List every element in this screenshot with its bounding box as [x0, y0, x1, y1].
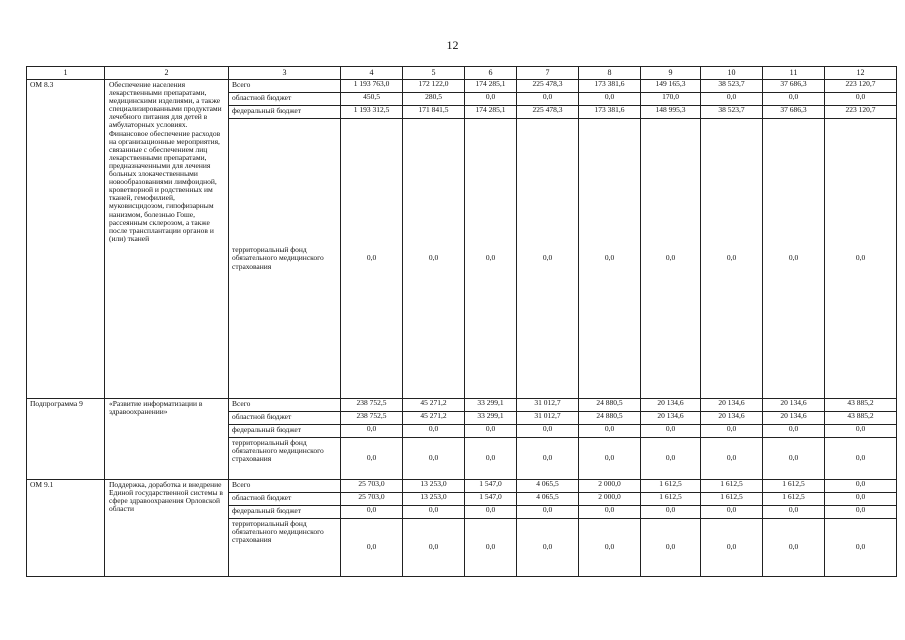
- value-cell: 0,0: [465, 119, 517, 399]
- value-cell: 173 381,6: [579, 106, 641, 119]
- header-cell: 10: [701, 67, 763, 80]
- value-cell: 148 995,3: [641, 106, 701, 119]
- value-cell: 0,0: [701, 119, 763, 399]
- value-cell: 1 612,5: [763, 493, 825, 506]
- value-cell: 225 478,3: [517, 80, 579, 93]
- value-cell: 0,0: [579, 438, 641, 480]
- program-description: Поддержка, доработка и внедрение Единой государственной системы в сфере здравоохранения Орловской области: [105, 480, 229, 577]
- funding-source: Всего: [229, 480, 341, 493]
- value-cell: 173 381,6: [579, 80, 641, 93]
- value-cell: 1 193 312,5: [341, 106, 403, 119]
- value-cell: 0,0: [465, 93, 517, 106]
- value-cell: 170,0: [641, 93, 701, 106]
- value-cell: 0,0: [517, 519, 579, 577]
- value-cell: 1 612,5: [701, 493, 763, 506]
- program-description: «Развитие информатизации в здравоохранении»: [105, 399, 229, 480]
- value-cell: 0,0: [701, 93, 763, 106]
- funding-source: областной бюджет: [229, 93, 341, 106]
- program-code: Подпрограмма 9: [27, 399, 105, 480]
- value-cell: 0,0: [403, 506, 465, 519]
- value-cell: 0,0: [465, 425, 517, 438]
- value-cell: 0,0: [579, 425, 641, 438]
- value-cell: 0,0: [465, 519, 517, 577]
- value-cell: 31 012,7: [517, 412, 579, 425]
- program-code: ОМ 8.3: [27, 80, 105, 399]
- value-cell: 0,0: [701, 438, 763, 480]
- value-cell: 172 122,0: [403, 80, 465, 93]
- value-cell: 0,0: [701, 506, 763, 519]
- value-cell: 280,5: [403, 93, 465, 106]
- value-cell: 0,0: [701, 519, 763, 577]
- value-cell: 1 612,5: [763, 480, 825, 493]
- value-cell: 0,0: [641, 519, 701, 577]
- value-cell: 0,0: [517, 425, 579, 438]
- table-row: [27, 399, 897, 412]
- header-cell: 4: [341, 67, 403, 80]
- value-cell: 0,0: [403, 438, 465, 480]
- value-cell: 0,0: [763, 425, 825, 438]
- value-cell: 20 134,6: [641, 399, 701, 412]
- header-cell: 12: [825, 67, 897, 80]
- value-cell: 0,0: [763, 119, 825, 399]
- value-cell: 223 120,7: [825, 106, 897, 119]
- header-cell: 7: [517, 67, 579, 80]
- value-cell: 0,0: [763, 519, 825, 577]
- value-cell: 0,0: [341, 438, 403, 480]
- header-cell: 6: [465, 67, 517, 80]
- value-cell: 0,0: [763, 93, 825, 106]
- value-cell: 0,0: [579, 119, 641, 399]
- value-cell: 0,0: [517, 93, 579, 106]
- value-cell: 225 478,3: [517, 106, 579, 119]
- value-cell: 31 012,7: [517, 399, 579, 412]
- value-cell: 13 253,0: [403, 480, 465, 493]
- header-cell: 1: [27, 67, 105, 80]
- funding-source: Всего: [229, 399, 341, 412]
- value-cell: 33 299,1: [465, 412, 517, 425]
- value-cell: 43 885,2: [825, 399, 897, 412]
- funding-source: областной бюджет: [229, 493, 341, 506]
- value-cell: 33 299,1: [465, 399, 517, 412]
- header-cell: 11: [763, 67, 825, 80]
- value-cell: 174 285,1: [465, 106, 517, 119]
- program-description: Обеспечение населения лекарственными препаратами, медицинскими изделиями, а также специализированными продуктами лечебного питания для детей в амбулаторных условиях. Финансовое обеспечение расходов на организационные мероприятия, связанные с обеспечением лиц лекарственными препаратами, предназначенными для лечения больных злокачественными новообразованиями лимфоидной, кроветворной и родственных им тканей, гемофилией, муковисцидозом, гипофизарным нанизмом, болезнью Гоше, рассеянным склерозом, а также после трансплантации органов и (или) тканей: [105, 80, 229, 399]
- value-cell: 0,0: [825, 493, 897, 506]
- value-cell: 0,0: [517, 506, 579, 519]
- value-cell: 24 880,5: [579, 412, 641, 425]
- value-cell: 38 523,7: [701, 80, 763, 93]
- value-cell: 20 134,6: [641, 412, 701, 425]
- funding-source: территориальный фонд обязательного медицинского страхования: [229, 519, 341, 577]
- value-cell: 171 841,5: [403, 106, 465, 119]
- value-cell: 0,0: [465, 438, 517, 480]
- value-cell: 0,0: [825, 425, 897, 438]
- value-cell: 4 065,5: [517, 493, 579, 506]
- value-cell: 1 547,0: [465, 493, 517, 506]
- value-cell: 0,0: [641, 506, 701, 519]
- header-row: [27, 67, 897, 80]
- value-cell: 0,0: [641, 119, 701, 399]
- page-number: 12: [446, 38, 459, 52]
- value-cell: 0,0: [825, 438, 897, 480]
- value-cell: 1 612,5: [641, 493, 701, 506]
- value-cell: 0,0: [403, 425, 465, 438]
- funding-source: федеральный бюджет: [229, 106, 341, 119]
- value-cell: 25 703,0: [341, 493, 403, 506]
- value-cell: 0,0: [341, 425, 403, 438]
- value-cell: 238 752,5: [341, 399, 403, 412]
- value-cell: 20 134,6: [701, 412, 763, 425]
- value-cell: 0,0: [517, 438, 579, 480]
- value-cell: 4 065,5: [517, 480, 579, 493]
- value-cell: 0,0: [341, 506, 403, 519]
- value-cell: 0,0: [825, 119, 897, 399]
- funding-source: областной бюджет: [229, 412, 341, 425]
- table-row: [27, 480, 897, 493]
- funding-source: федеральный бюджет: [229, 506, 341, 519]
- value-cell: 24 880,5: [579, 399, 641, 412]
- value-cell: 0,0: [825, 480, 897, 493]
- header-cell: 3: [229, 67, 341, 80]
- value-cell: 0,0: [701, 425, 763, 438]
- header-cell: 5: [403, 67, 465, 80]
- value-cell: 0,0: [403, 119, 465, 399]
- value-cell: 450,5: [341, 93, 403, 106]
- value-cell: 0,0: [341, 119, 403, 399]
- value-cell: 1 612,5: [701, 480, 763, 493]
- value-cell: 0,0: [825, 93, 897, 106]
- header-cell: 9: [641, 67, 701, 80]
- value-cell: 0,0: [641, 425, 701, 438]
- value-cell: 238 752,5: [341, 412, 403, 425]
- value-cell: 0,0: [641, 438, 701, 480]
- funding-source: Всего: [229, 80, 341, 93]
- value-cell: 149 165,3: [641, 80, 701, 93]
- budget-table: [26, 66, 897, 577]
- value-cell: 25 703,0: [341, 480, 403, 493]
- header-cell: 2: [105, 67, 229, 80]
- value-cell: 2 000,0: [579, 493, 641, 506]
- value-cell: 0,0: [579, 506, 641, 519]
- value-cell: 45 271,2: [403, 412, 465, 425]
- value-cell: 0,0: [579, 519, 641, 577]
- funding-source: территориальный фонд обязательного медицинского страхования: [229, 119, 341, 399]
- value-cell: 0,0: [825, 506, 897, 519]
- table-row: [27, 80, 897, 93]
- value-cell: 0,0: [825, 519, 897, 577]
- value-cell: 223 120,7: [825, 80, 897, 93]
- program-code: ОМ 9.1: [27, 480, 105, 577]
- value-cell: 20 134,6: [763, 412, 825, 425]
- value-cell: 0,0: [465, 506, 517, 519]
- value-cell: 0,0: [341, 519, 403, 577]
- value-cell: 0,0: [403, 519, 465, 577]
- value-cell: 13 253,0: [403, 493, 465, 506]
- funding-source: федеральный бюджет: [229, 425, 341, 438]
- value-cell: 0,0: [579, 93, 641, 106]
- value-cell: 45 271,2: [403, 399, 465, 412]
- value-cell: 20 134,6: [701, 399, 763, 412]
- value-cell: 0,0: [517, 119, 579, 399]
- value-cell: 43 885,2: [825, 412, 897, 425]
- value-cell: 38 523,7: [701, 106, 763, 119]
- value-cell: 37 686,3: [763, 106, 825, 119]
- value-cell: 2 000,0: [579, 480, 641, 493]
- value-cell: 37 686,3: [763, 80, 825, 93]
- funding-source: территориальный фонд обязательного медицинского страхования: [229, 438, 341, 480]
- value-cell: 0,0: [763, 506, 825, 519]
- header-cell: 8: [579, 67, 641, 80]
- value-cell: 1 612,5: [641, 480, 701, 493]
- value-cell: 1 547,0: [465, 480, 517, 493]
- value-cell: 1 193 763,0: [341, 80, 403, 93]
- value-cell: 20 134,6: [763, 399, 825, 412]
- value-cell: 174 285,1: [465, 80, 517, 93]
- value-cell: 0,0: [763, 438, 825, 480]
